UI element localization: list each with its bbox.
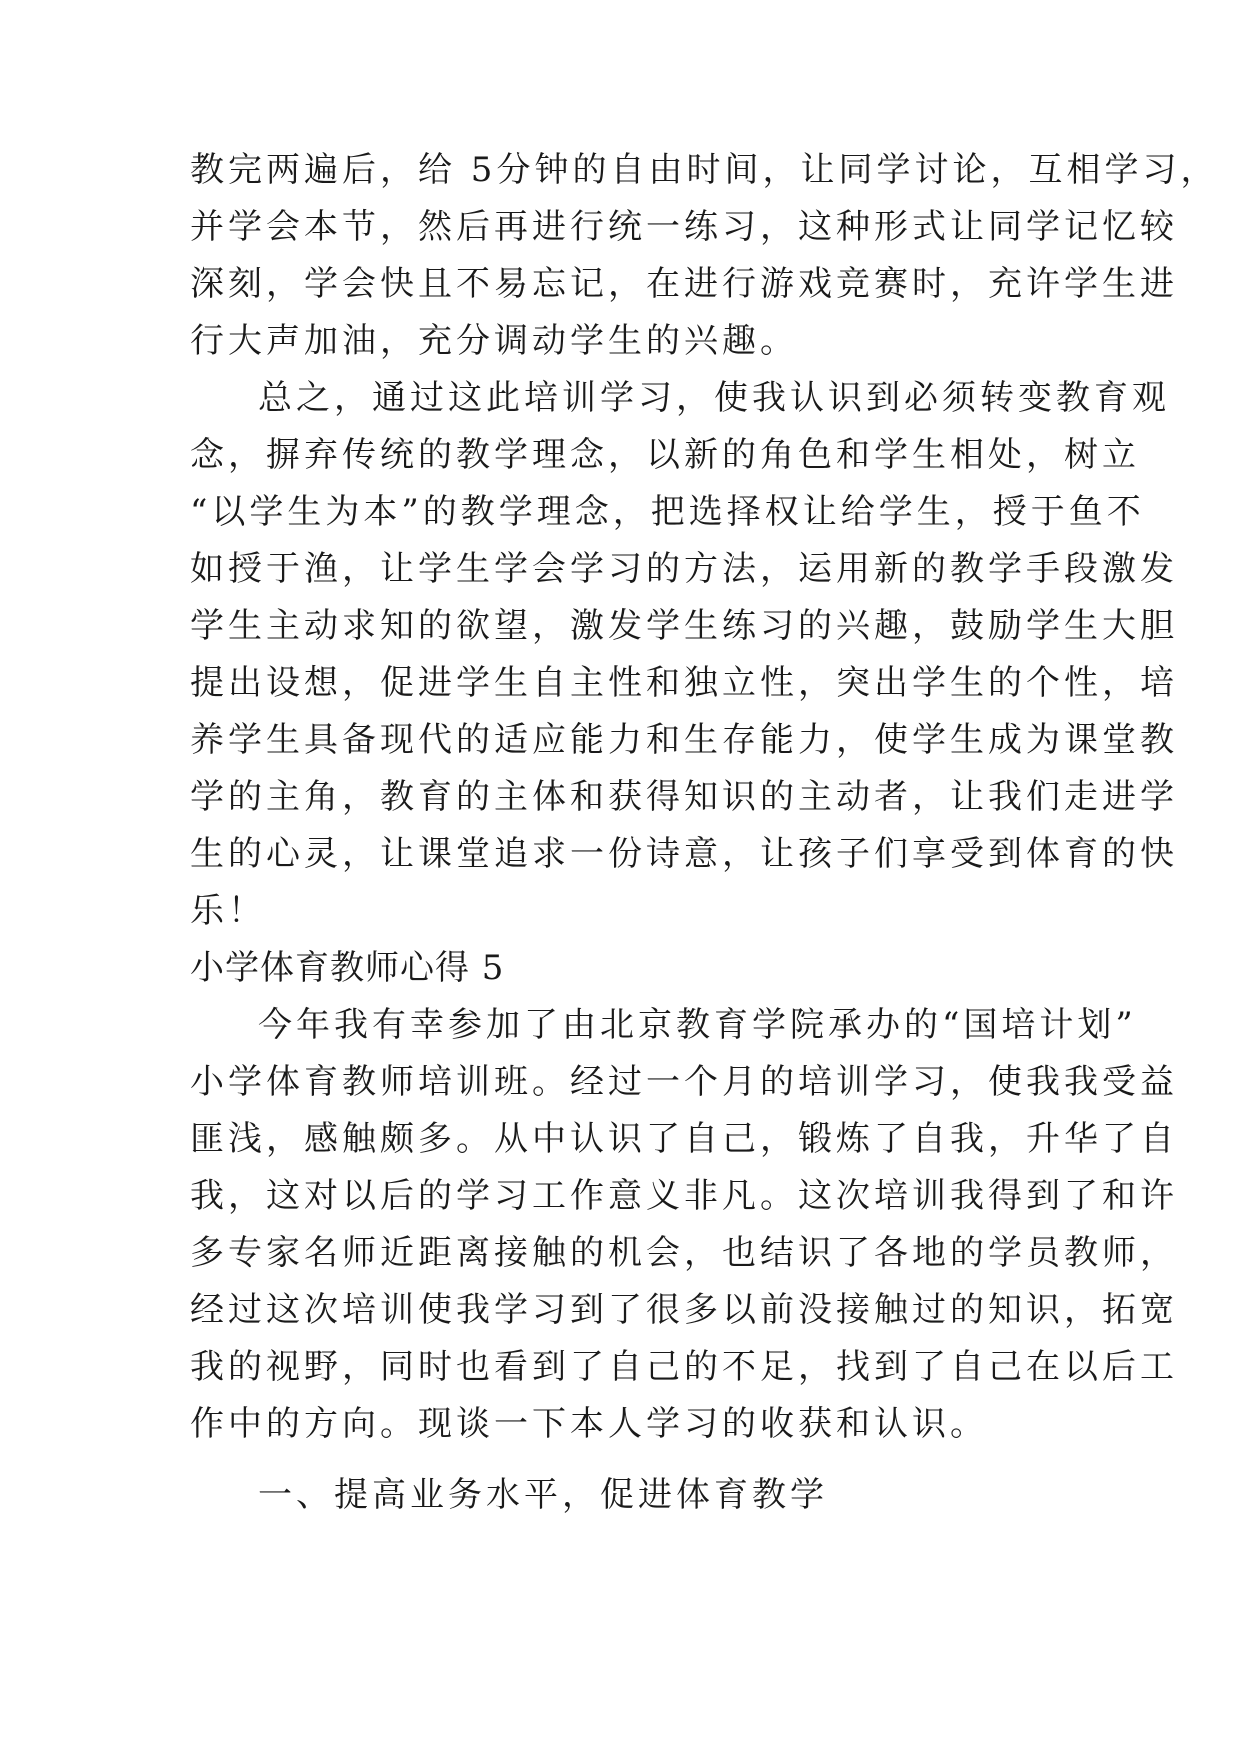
section-heading: 小学体育教师心得 5 xyxy=(190,948,505,988)
text-line: “以学生为本”的教学理念，把选择权让给学生，授于鱼不 xyxy=(190,492,1145,532)
text-line: 深刻，学会快且不易忘记，在进行游戏竞赛时，充许学生进 xyxy=(190,264,1178,304)
text-line: 我，这对以后的学习工作意义非凡。这次培训我得到了和许 xyxy=(190,1176,1178,1216)
text-line: 生的心灵，让课堂追求一份诗意，让孩子们享受到体育的快 xyxy=(190,834,1178,874)
text-line: 匪浅，感触颇多。从中认识了自己，锻炼了自我，升华了自 xyxy=(190,1119,1178,1159)
text-line: 并学会本节，然后再进行统一练习，这种形式让同学记忆较 xyxy=(190,207,1178,247)
text-line: 养学生具备现代的适应能力和生存能力，使学生成为课堂教 xyxy=(190,720,1178,760)
paragraph-first-line: 今年我有幸参加了由北京教育学院承办的“国培计划” xyxy=(258,1005,1137,1045)
subsection-title: 一、提高业务水平，促进体育教学 xyxy=(258,1475,828,1515)
text-line: 念，摒弃传统的教学理念，以新的角色和学生相处，树立 xyxy=(190,435,1140,475)
text-line: 乐！ xyxy=(190,891,266,931)
text-line: 教完两遍后，给 5分钟的自由时间，让同学讨论，互相学习， xyxy=(190,150,1219,190)
text-line: 多专家名师近距离接触的机会，也结识了各地的学员教师， xyxy=(190,1233,1178,1273)
text-line: 提出设想，促进学生自主性和独立性，突出学生的个性，培 xyxy=(190,663,1178,703)
text-line: 小学体育教师培训班。经过一个月的培训学习，使我我受益 xyxy=(190,1062,1178,1102)
text-line: 学生主动求知的欲望，激发学生练习的兴趣，鼓励学生大胆 xyxy=(190,606,1178,646)
text-line: 我的视野，同时也看到了自己的不足，找到了自己在以后工 xyxy=(190,1347,1178,1387)
text-line: 学的主角，教育的主体和获得知识的主动者，让我们走进学 xyxy=(190,777,1178,817)
paragraph-first-line: 总之，通过这此培训学习，使我认识到必须转变教育观 xyxy=(258,378,1170,418)
text-line: 作中的方向。现谈一下本人学习的收获和认识。 xyxy=(190,1404,988,1444)
text-line: 如授于渔，让学生学会学习的方法，运用新的教学手段激发 xyxy=(190,549,1178,589)
text-line: 经过这次培训使我学习到了很多以前没接触过的知识，拓宽 xyxy=(190,1290,1178,1330)
text-line: 行大声加油，充分调动学生的兴趣。 xyxy=(190,321,798,361)
